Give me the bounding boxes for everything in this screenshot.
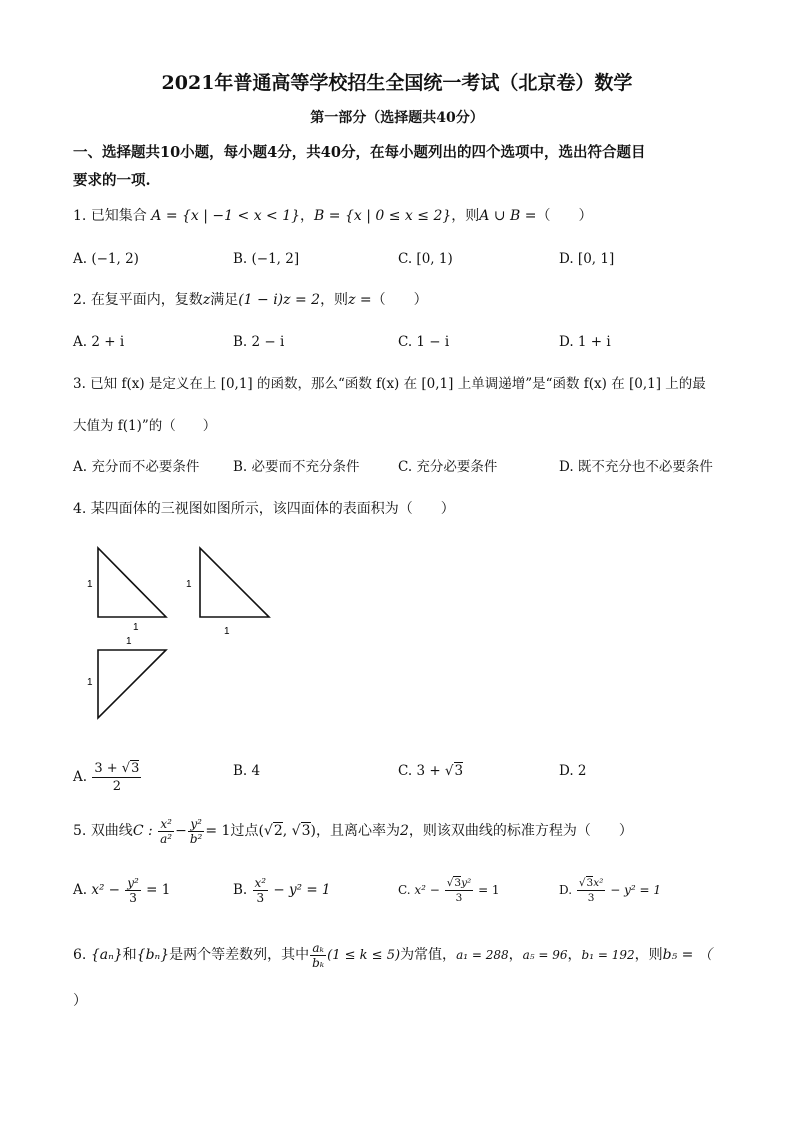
q2-var: z <box>202 292 211 308</box>
q3-line-2: 大值为 f(1)”的（ ） <box>73 418 217 434</box>
q5-b-fraction: $\frac{\text{x²}}{3}$ <box>254 876 267 905</box>
question-5 <box>73 816 733 846</box>
section-instructions <box>73 139 733 195</box>
q5-text-b: 过点 <box>230 823 259 839</box>
q1-text-b: ，则 <box>451 208 480 224</box>
q1-option-a[interactable]: A. (−1, 2) <box>73 251 139 267</box>
q4-c-root: 3 <box>454 763 464 779</box>
q6-seq-a: {aₙ} <box>90 947 123 963</box>
q1-option-c[interactable]: C. [0, 1) <box>398 251 453 267</box>
q6-text-b: 是两个等差数列，其中 <box>169 947 310 963</box>
q4-option-d[interactable]: D. 2 <box>559 763 587 779</box>
q1-set-b: B = {x | 0 ≤ x ≤ 2} <box>314 208 452 224</box>
q4-option-a[interactable] <box>73 760 142 795</box>
side-view-bottom-label: 1 <box>224 626 230 637</box>
front-view-side-label: 1 <box>87 579 93 590</box>
q5-text-a: 双曲线 <box>90 823 133 839</box>
q4-c-pre: 3 + <box>416 763 445 779</box>
q2-number: 2. <box>73 292 87 308</box>
q5-fraction-x: $\frac{\text{x²}}{\text{a²}}$ <box>160 816 173 846</box>
q6-a5: a₅ = 96 <box>522 948 568 962</box>
top-view-triangle <box>98 650 166 718</box>
q5-fraction-y: $\frac{\text{y²}}{\text{b²}}$ <box>189 816 203 846</box>
q1-text-a: 已知集合 <box>90 208 147 224</box>
q6-text-c: 为常值， <box>400 947 457 963</box>
q3-line-1: 3. 已知 f(x) 是定义在上 [0,1] 的函数，那么“函数 f(x) 在 [0,1] 上单调递增”是“函数 f(x) 在 [0,1] 上的最 <box>73 376 706 392</box>
q5-eq: = 1 <box>205 823 231 839</box>
question-1 <box>73 205 733 227</box>
q1-option-d[interactable]: D. [0, 1] <box>559 251 615 267</box>
q5-eccentricity: 2 <box>399 823 409 839</box>
q1-option-b[interactable]: B. (−1, 2] <box>233 251 300 267</box>
q4-options <box>73 750 733 794</box>
q3-option-c[interactable]: C. 充分必要条件 <box>398 459 498 475</box>
q5-option-d[interactable]: D. $\frac{\text{√3x²}}{3}$ − y² = 1 <box>559 877 661 904</box>
section-line-1: 一、选择题共10小题，每小题4分，共40分，在每小题列出的四个选项中，选出符合题目 <box>73 144 646 161</box>
question-6: 6. {aₙ}和{bₙ}是两个等差数列，其中 $\frac{\text{aₖ}}{\text{bₖ}}$ (1 ≤ k ≤ 5)为常值，a₁ = 288，a₅ = 96，b₁ = 192，则b₅ = （ <box>73 940 712 970</box>
q3-option-d[interactable]: D. 既不充分也不必要条件 <box>559 459 713 475</box>
q4-a-den: 2 <box>112 779 121 794</box>
q6-line-2: ） <box>73 993 87 1009</box>
q5-options <box>73 876 733 916</box>
page-title: 2021年普通高等学校招生全国统一考试（北京卷）数学 <box>161 72 633 94</box>
question-4: 4. 某四面体的三视图如图所示，该四面体的表面积为（ ） <box>73 501 455 517</box>
q2-option-b[interactable]: B. 2 − i <box>233 334 285 350</box>
side-view-triangle <box>200 548 269 617</box>
q6-number: 6. <box>73 947 87 963</box>
q2-option-d[interactable]: D. 1 + i <box>559 334 611 350</box>
q1-expr: A ∪ B = <box>479 208 537 224</box>
q4-option-a-label: A. <box>73 769 88 785</box>
top-view-side-label: 1 <box>87 677 93 688</box>
q6-text-a: 和 <box>122 947 137 963</box>
q5-option-a[interactable]: A. x² − $\frac{\text{y²}}{3}$ = 1 <box>73 876 171 905</box>
q6-text-d: ，则 <box>634 947 663 963</box>
section-line-2: 要求的一项. <box>73 172 151 189</box>
question-2 <box>73 289 733 311</box>
q5-text-d: ，则该双曲线的标准方程为（ ） <box>408 823 633 839</box>
q1-sep: ， <box>300 208 315 224</box>
side-view-side-label: 1 <box>186 579 192 590</box>
q6-range: (1 ≤ k ≤ 5) <box>327 948 401 963</box>
q2-text-a: 在复平面内，复数 <box>90 292 203 308</box>
front-view-bottom-label: 1 <box>133 622 139 633</box>
q1-paren: （ ） <box>536 208 593 224</box>
q6-b1: b₁ = 192 <box>581 948 635 962</box>
q5-number: 5. <box>73 823 87 839</box>
q3-option-b[interactable]: B. 必要而不充分条件 <box>233 459 360 475</box>
q1-set-a: A = {x | −1 < x < 1} <box>151 208 301 224</box>
q2-expr: z = <box>348 292 372 308</box>
q5-option-c[interactable]: C. x² − $\frac{\text{√3y²}}{3}$ = 1 <box>398 877 500 904</box>
q5-c-fraction: $\frac{\text{√3y²}}{3}$ <box>446 877 472 904</box>
q5-a-fraction: $\frac{\text{y²}}{3}$ <box>127 876 139 905</box>
three-view-svg <box>80 540 290 730</box>
front-view-triangle <box>98 548 166 617</box>
q2-option-c[interactable]: C. 1 − i <box>398 334 450 350</box>
q4-c-sqrt-icon: √ <box>444 763 454 779</box>
q6-a1: a₁ = 288 <box>456 948 509 962</box>
q6-expr: b₅ = （ <box>662 947 712 963</box>
three-view-diagram <box>80 540 290 730</box>
q2-equation: (1 − i)z = 2 <box>238 292 321 308</box>
q4-a-num-pre: 3 + <box>94 761 122 776</box>
q6-ratio-fraction: $\frac{\text{aₖ}}{\text{bₖ}}$ <box>312 940 325 970</box>
q4-option-a-fraction <box>92 760 141 795</box>
q5-option-b[interactable]: B. $\frac{\text{x²}}{3}$ − y² = 1 <box>233 876 331 905</box>
q5-d-fraction: $\frac{\text{√3x²}}{3}$ <box>578 877 604 904</box>
question-3 <box>73 373 733 437</box>
q2-option-a[interactable]: A. 2 + i <box>73 334 125 350</box>
top-view-top-label: 1 <box>126 636 132 647</box>
q4-option-c-label: C. <box>398 763 413 779</box>
q5-minus: − <box>175 823 187 839</box>
q4-option-c[interactable] <box>398 760 463 782</box>
q6-seq-b: {bₙ} <box>136 947 170 963</box>
q4-a-sqrt-icon: √ <box>121 761 131 776</box>
q5-point: (√2, √3) <box>258 823 316 839</box>
q5-curve: C : <box>132 823 153 839</box>
q5-text-c: ，且离心率为 <box>315 823 400 839</box>
q2-paren: （ ） <box>371 292 428 308</box>
q3-option-a[interactable]: A. 充分而不必要条件 <box>73 459 200 475</box>
q4-option-b[interactable]: B. 4 <box>233 763 261 779</box>
q2-text-c: ，则 <box>320 292 349 308</box>
q2-text-b: 满足 <box>210 292 239 308</box>
q1-number: 1. <box>73 208 87 224</box>
part-subtitle: 第一部分（选择题共40分） <box>310 110 484 126</box>
q4-a-num-root: 3 <box>131 761 140 776</box>
